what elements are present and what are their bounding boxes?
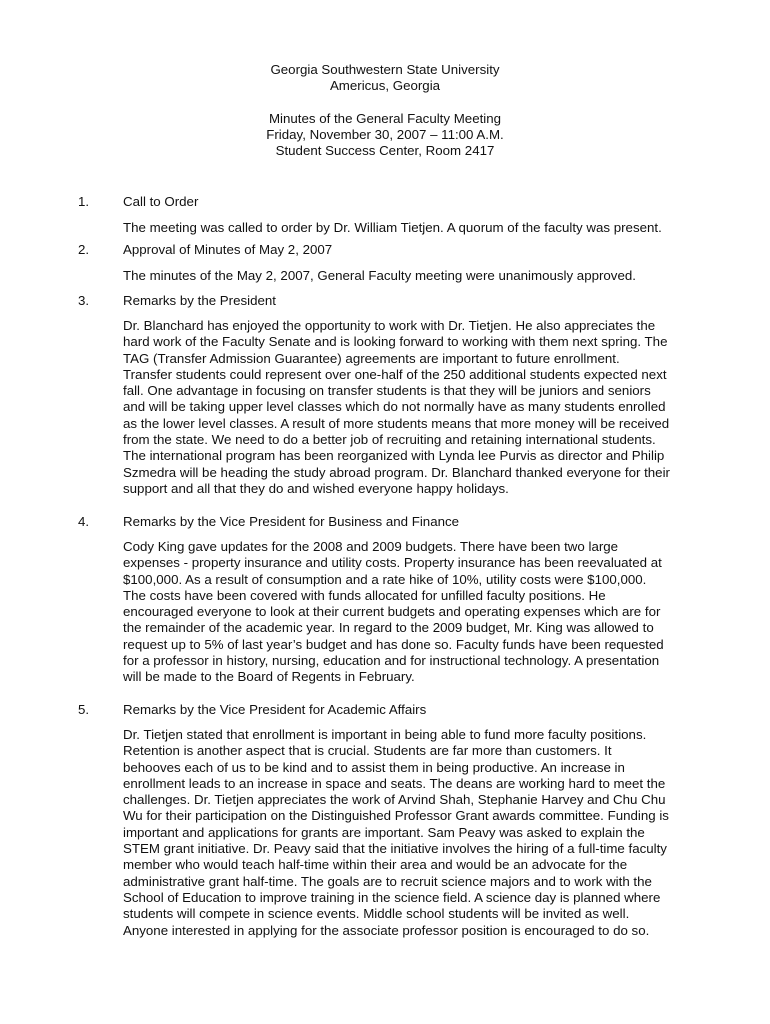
meeting-date-time: Friday, November 30, 2007 – 11:00 A.M. <box>266 126 504 142</box>
body-line: important and applications for grants are important. Sam Peavy was asked to explain the <box>123 824 645 840</box>
body-line: enrollment leads to an increase in space and seats. The deans are working hard to meet the <box>123 775 666 791</box>
body-line: Wu for their participation on the Distinguished Professor Grant awards committee. Funding is <box>123 808 669 824</box>
body-line: support and all that they do and wished everyone happy holidays. <box>123 480 509 496</box>
body-line: behooves each of us to be kind and to assist them in being productive. An increase in <box>123 759 625 775</box>
document-header <box>0 62 770 159</box>
item-body <box>123 318 698 497</box>
item-title: Remarks by the President <box>123 293 276 308</box>
university-location: Americus, Georgia <box>329 78 441 94</box>
body-line: Anyone interested in applying for the associate professor position is encouraged to do so. <box>123 922 650 938</box>
university-name: Georgia Southwestern State University <box>270 62 500 77</box>
item-title: Remarks by the Vice President for Business and Finance <box>123 514 460 529</box>
item-number: 2. <box>78 242 90 257</box>
body-line: Cody King gave updates for the 2008 and 2009 budgets. There have been two large <box>123 539 619 554</box>
body-line: Dr. Blanchard has enjoyed the opportunity to work with Dr. Tietjen. He also appreciates the <box>123 318 656 333</box>
item-title: Call to Order <box>123 194 199 209</box>
body-line: Dr. Tietjen stated that enrollment is important in being able to fund more faculty positions. <box>123 727 647 742</box>
body-line: and will be taking upper level classes which do not normally have as many students enrolled <box>123 399 666 415</box>
body-line: Transfer students could represent over one-half of the 250 additional students expected next <box>123 366 667 382</box>
item-number: 1. <box>78 194 90 209</box>
body-line: TAG (Transfer Admission Guarantee) agreements are important to future enrollment. <box>123 350 620 366</box>
body-line: fall. One advantage in focusing on transfer students is that they will be juniors and seniors <box>123 383 651 399</box>
body-line: Szmedra will be heading the study abroad program. Dr. Blanchard thanked everyone for their <box>123 464 670 480</box>
body-line: The international program has been reorganized with Lynda lee Purvis as director and Philip <box>123 448 665 464</box>
body-line: STEM grant initiative. Dr. Peavy said that the initiative involves the hiring of a full-time faculty <box>123 841 667 857</box>
item-title: Approval of Minutes of May 2, 2007 <box>123 242 333 257</box>
body-line: encouraged everyone to look at their current budgets and operating expenses which are for <box>123 604 661 620</box>
body-line: hard work of the Faculty Senate and is looking forward to working with them next spring. The <box>123 334 668 350</box>
item-number: 3. <box>78 293 90 308</box>
body-line: administrative grant half-time. The goals are to recruit science majors and to work with the <box>123 873 652 889</box>
body-line: from the state. We need to do a better job of recruiting and retaining international students. <box>123 432 656 448</box>
body-line: challenges. Dr. Tietjen appreciates the work of Arvind Shah, Stephanie Harvey and Chu Chu <box>123 792 666 808</box>
item-number: 5. <box>78 702 90 717</box>
body-line: students will compete in science events. Middle school students will be invited as well. <box>123 906 630 922</box>
body-line: as the lower level classes. A result of more students means that more money will be received <box>123 415 670 431</box>
meeting-title: Minutes of the General Faculty Meeting <box>268 110 502 126</box>
meeting-room: Student Success Center, Room 2417 <box>275 143 495 159</box>
body-line: The minutes of the May 2, 2007, General Faculty meeting were unanimously approved. <box>123 268 636 283</box>
body-line: the remainder of the academic year. In regard to the 2009 budget, Mr. King was allowed to <box>123 620 654 636</box>
body-line: will be made to the Board of Regents in February. <box>123 669 415 685</box>
body-line: member who would teach half-time within their area and would be an advocate for the <box>123 857 628 873</box>
item-body <box>123 220 698 236</box>
item-body <box>123 268 698 284</box>
item-title: Remarks by the Vice President for Academic Affairs <box>123 702 427 717</box>
body-line: The meeting was called to order by Dr. William Tietjen. A quorum of the faculty was present. <box>123 220 662 235</box>
body-line: School of Education to improve training in the science field. A science day is planned where <box>123 889 661 905</box>
body-line: for a professor in history, nursing, education and for instructional technology. A presentation <box>123 653 660 669</box>
item-number: 4. <box>78 514 90 529</box>
body-line: request up to 5% of last year’s budget and has done so. Faculty funds have been requested <box>123 636 664 652</box>
body-line: Retention is another aspect that is crucial. Students are far more than customers. It <box>123 743 612 759</box>
item-body <box>123 727 698 939</box>
body-line: expenses - property insurance and utility costs. Property insurance has been reevaluated at <box>123 555 662 571</box>
body-line: $100,000. As a result of consumption and a rate hike of 10%, utility costs were $100,000. <box>123 571 647 587</box>
body-line: The costs have been covered with funds allocated for unfilled faculty positions. He <box>123 587 606 603</box>
item-body <box>123 539 698 686</box>
